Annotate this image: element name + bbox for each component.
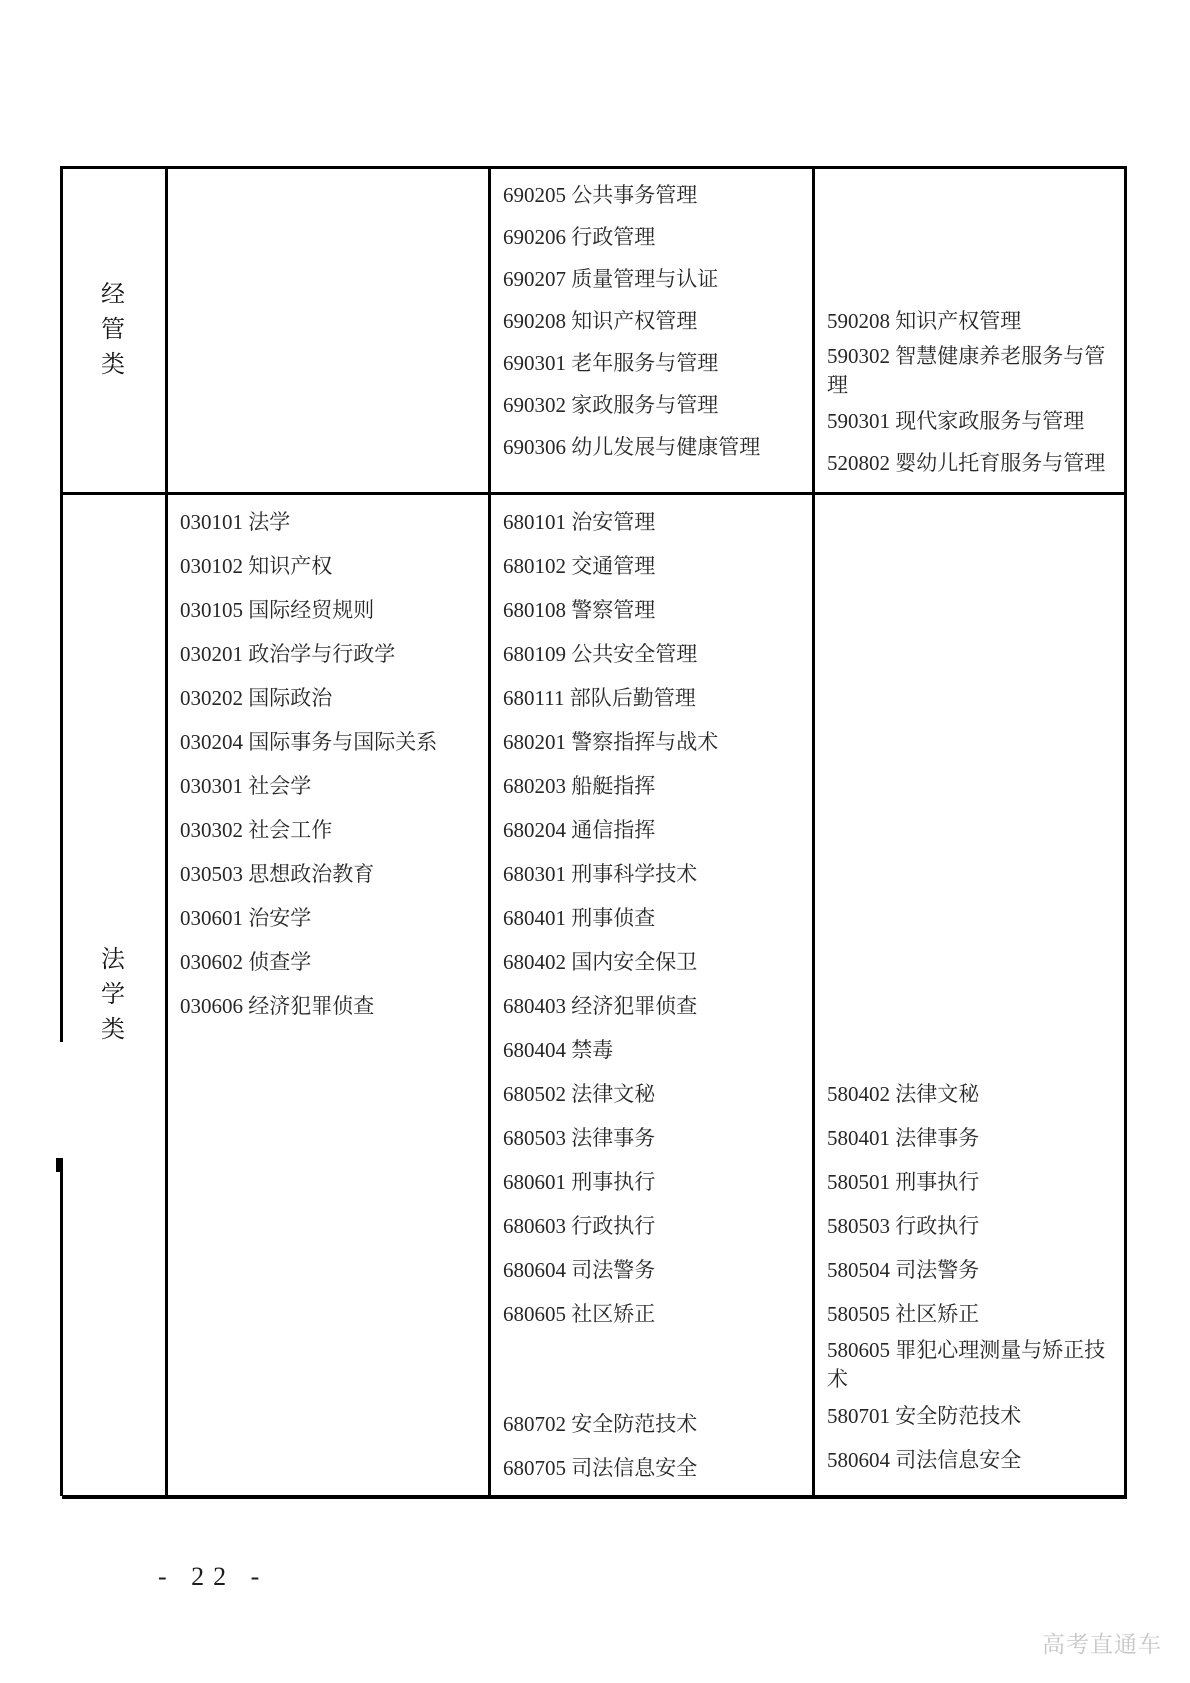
- major-entry: 030202 国际政治: [180, 685, 333, 710]
- empty-row: [503, 1336, 806, 1402]
- major-entry: 030201 政治学与行政学: [180, 641, 396, 666]
- major-entry: 690205 公共事务管理: [503, 182, 698, 207]
- empty-row: [827, 174, 1118, 216]
- major-entry: 580402 法律文秘: [827, 1081, 980, 1106]
- major-entry: 680702 安全防范技术: [503, 1411, 698, 1436]
- empty-row: [827, 984, 1118, 1028]
- major-entry: 690206 行政管理: [503, 224, 656, 249]
- old-vocational-majors-cell-jingguan: [488, 169, 812, 492]
- new-vocational-majors-cell-jingguan: [812, 169, 1124, 492]
- major-entry: 520802 婴幼儿托育服务与管理: [827, 450, 1106, 475]
- major-entry: 030204 国际事务与国际关系: [180, 729, 438, 754]
- major-entry: 030503 思想政治教育: [180, 861, 375, 886]
- category-cell-jingguan: [62, 169, 165, 492]
- major-entry: 590301 现代家政服务与管理: [827, 408, 1085, 433]
- page-number: - 22 -: [158, 1562, 269, 1591]
- major-entry: 680601 刑事执行: [503, 1169, 656, 1194]
- old-vocational-majors-cell-faxue: [488, 495, 812, 1495]
- category-cell-faxue: [62, 495, 165, 1495]
- empty-row: [827, 896, 1118, 940]
- empty-row: [827, 720, 1118, 764]
- scan-artifact-mark: [56, 1158, 63, 1172]
- major-entry: 690306 幼儿发展与健康管理: [503, 434, 761, 459]
- major-entry: 590208 知识产权管理: [827, 308, 1022, 333]
- major-entry: 030302 社会工作: [180, 817, 333, 842]
- major-entry: 680109 公共安全管理: [503, 641, 698, 666]
- major-entry: 690301 老年服务与管理: [503, 350, 719, 375]
- major-entry: 680402 国内安全保卫: [503, 949, 698, 974]
- major-entry: 680102 交通管理: [503, 553, 656, 578]
- major-entry: 690208 知识产权管理: [503, 308, 698, 333]
- empty-row: [827, 808, 1118, 852]
- major-entry: 580401 法律事务: [827, 1125, 980, 1150]
- empty-row: [827, 676, 1118, 720]
- major-entry: 030102 知识产权: [180, 553, 333, 578]
- major-entry: 580505 社区矫正: [827, 1301, 980, 1326]
- major-entry: 680604 司法警务: [503, 1257, 656, 1282]
- major-entry: 680401 刑事侦查: [503, 905, 656, 930]
- major-entry: 680201 警察指挥与战术: [503, 729, 719, 754]
- major-entry: 580701 安全防范技术: [827, 1403, 1022, 1428]
- rowgroup-jingguan: [62, 169, 1124, 492]
- major-entry: 580605 罪犯心理测量与矫正技术: [827, 1338, 1106, 1391]
- empty-row: [827, 258, 1118, 300]
- major-entry: 680603 行政执行: [503, 1213, 656, 1238]
- empty-row: [827, 544, 1118, 588]
- major-entry: 680705 司法信息安全: [503, 1455, 698, 1480]
- major-entry: 680403 经济犯罪侦查: [503, 993, 698, 1018]
- major-entry: 680203 船艇指挥: [503, 773, 656, 798]
- major-entry: 680503 法律事务: [503, 1125, 656, 1150]
- empty-row: [827, 588, 1118, 632]
- empty-row: [827, 1028, 1118, 1072]
- major-entry: 580503 行政执行: [827, 1213, 980, 1238]
- empty-row: [827, 500, 1118, 544]
- empty-row: [827, 852, 1118, 896]
- major-entry: 030105 国际经贸规则: [180, 597, 375, 622]
- major-entry: 680502 法律文秘: [503, 1081, 656, 1106]
- major-entry: 680605 社区矫正: [503, 1301, 656, 1326]
- category-label-faxue: 法学类: [101, 946, 126, 1043]
- empty-row: [827, 216, 1118, 258]
- major-entry: 030101 法学: [180, 509, 291, 534]
- major-entry: 680204 通信指挥: [503, 817, 656, 842]
- major-entry: 590302 智慧健康养老服务与管理: [827, 344, 1106, 397]
- major-entry: 690207 质量管理与认证: [503, 266, 719, 291]
- watermark-text: 高考直通车: [1042, 1632, 1162, 1657]
- table-left-border-lower: [60, 1163, 63, 1496]
- undergrad-majors-cell-jingguan: [165, 169, 488, 492]
- major-entry: 030301 社会学: [180, 773, 312, 798]
- major-entry: 690302 家政服务与管理: [503, 392, 719, 417]
- undergrad-majors-cell-faxue: [165, 495, 488, 1495]
- major-entry: 030601 治安学: [180, 905, 312, 930]
- major-entry: 030602 侦查学: [180, 949, 312, 974]
- major-entry: 580604 司法信息安全: [827, 1447, 1022, 1472]
- major-entry: 680301 刑事科学技术: [503, 861, 698, 886]
- major-entry: 680404 禁毒: [503, 1037, 614, 1062]
- major-entry: 680101 治安管理: [503, 509, 656, 534]
- major-entry: 680108 警察管理: [503, 597, 656, 622]
- empty-row: [827, 940, 1118, 984]
- empty-row: [827, 632, 1118, 676]
- new-vocational-majors-cell-faxue: [812, 495, 1124, 1495]
- majors-table: [62, 166, 1127, 1499]
- major-entry: 580504 司法警务: [827, 1257, 980, 1282]
- major-entry: 030606 经济犯罪侦查: [180, 993, 375, 1018]
- major-entry: 580501 刑事执行: [827, 1169, 980, 1194]
- empty-row: [827, 764, 1118, 808]
- rowgroup-faxue: [62, 492, 1124, 1495]
- category-label-jingguan: 经管类: [101, 282, 126, 378]
- major-entry: 680111 部队后勤管理: [503, 685, 696, 710]
- table-left-border-upper: [60, 166, 63, 1042]
